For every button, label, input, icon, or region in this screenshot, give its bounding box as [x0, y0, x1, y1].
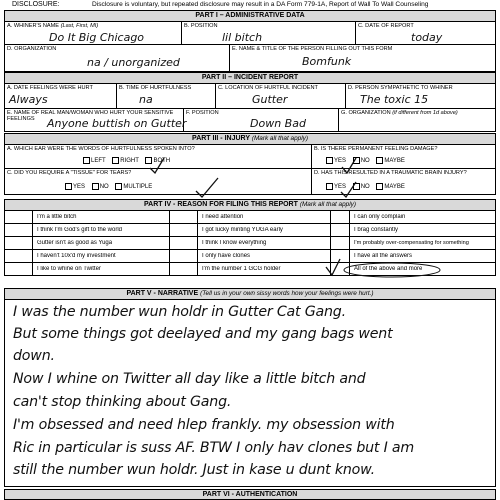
organization-label: D. ORGANIZATION: [7, 46, 57, 52]
brain-yes-checkbox[interactable]: [326, 183, 333, 190]
location-value: Gutter: [252, 93, 288, 106]
reason-item[interactable]: I'm the number 1 GCG holder: [170, 263, 330, 275]
real-person-label-2: FEELINGS: [7, 116, 35, 122]
field-form-filler[interactable]: [229, 44, 496, 72]
reason-item[interactable]: I only have clones: [170, 250, 330, 263]
reason-item[interactable]: All of the above and more: [331, 263, 495, 275]
question-tissue: [4, 168, 312, 195]
tissue-multiple-checkbox[interactable]: [115, 183, 122, 190]
reason-item[interactable]: Gutter isn't as good as Yuga: [5, 237, 169, 250]
reason-item[interactable]: I like to whine on Twitter: [5, 263, 169, 275]
narrative-line: Ric in particular is suss AF. BTW I only hav clones but I am: [13, 440, 415, 456]
form-filler-value: Bomfunk: [302, 55, 352, 68]
field-organization[interactable]: [4, 44, 230, 72]
part2-title: PART II – INCIDENT REPORT: [4, 72, 496, 84]
field-hurt-organization[interactable]: [338, 108, 496, 132]
reason-col-2: [170, 211, 331, 275]
field-real-person[interactable]: [4, 108, 187, 132]
disclosure-row: [0, 0, 500, 10]
hurt-position-value: Down Bad: [250, 117, 306, 130]
tissue-multiple-label: MULTIPLE: [123, 184, 153, 191]
tissue-question-label: C. DID YOU REQUIRE A "TISSUE" FOR TEARS?: [7, 170, 132, 176]
part5-title-hint: (Tell us in your own sissy words how your feelings were hurt.): [200, 290, 374, 297]
ear-question-label: A. WHICH EAR WERE THE WORDS OF HURTFULNESS SPOKEN INTO?: [7, 146, 195, 152]
reason-item[interactable]: I think I know everything: [170, 237, 330, 250]
field-position[interactable]: [181, 21, 356, 45]
field-location[interactable]: [215, 83, 346, 109]
reason-item[interactable]: I think I'm God's gift to the world: [5, 224, 169, 237]
brain-injury-label: D. HAS THIS RESULTED IN A TRAUMATIC BRAIN INJURY?: [314, 170, 467, 176]
narrative-line: still the number wun holdr. Just in kase u dunt know.: [13, 462, 375, 478]
question-brain-injury: [311, 168, 496, 195]
field-hurt-position[interactable]: [183, 108, 339, 132]
damage-maybe-checkbox[interactable]: [376, 157, 383, 164]
whiner-name-value: Do It Big Chicago: [49, 31, 145, 44]
field-time-hurt[interactable]: [116, 83, 216, 109]
damage-yes-label: YES: [334, 158, 347, 165]
part6-title: PART VI - AUTHENTICATION: [4, 489, 496, 500]
narrative-line: I was the number wun holdr in Gutter Cat Gang.: [13, 304, 346, 320]
brain-maybe-label: MAYBE: [384, 184, 405, 191]
brain-maybe-checkbox[interactable]: [376, 183, 383, 190]
location-label: C. LOCATION OF HURTFUL INCIDENT: [218, 85, 318, 91]
brain-yes-label: YES: [334, 184, 347, 191]
ear-right-checkbox[interactable]: [112, 157, 119, 164]
narrative-line: can't stop thinking about Gang.: [13, 394, 232, 410]
date-of-report-label: C. DATE OF REPORT: [358, 23, 414, 29]
narrative-line: But some things got deelayed and my gang bags went: [13, 326, 393, 342]
ear-right-label: RIGHT: [120, 158, 139, 165]
ear-both-checkbox[interactable]: [145, 157, 152, 164]
narrative-line: I'm obsessed and need hlep frankly. my obsession with: [13, 417, 395, 433]
question-ear: [4, 144, 312, 169]
date-hurt-label: A. DATE FEELINGS WERE HURT: [7, 85, 93, 91]
narrative-line: Now I whine on Twitter all day like a little bitch and: [13, 371, 366, 387]
hurt-organization-label: G. ORGANIZATION: [341, 110, 391, 116]
ear-both-label: BOTH: [153, 158, 171, 165]
real-person-label-1: E. NAME OF REAL MAN/WOMAN WHO HURT YOUR SENSITIVE: [7, 110, 174, 116]
tissue-no-checkbox[interactable]: [92, 183, 99, 190]
damage-maybe-label: MAYBE: [384, 158, 405, 165]
whiner-name-hint: (Last, First, MI): [60, 23, 99, 29]
date-hurt-value: Always: [9, 93, 48, 106]
part4-title-text: PART IV - REASON FOR FILING THIS REPORT: [144, 201, 298, 208]
ear-left-label: LEFT: [91, 158, 106, 165]
narrative-box[interactable]: [4, 299, 496, 487]
damage-no-label: NO: [360, 158, 370, 165]
reason-item[interactable]: I haven't 10x'd my investment: [5, 250, 169, 263]
time-hurt-value: na: [139, 93, 153, 106]
question-feeling-damage: [311, 144, 496, 169]
narrative-line: down.: [13, 348, 55, 364]
sympathetic-person-value: The toxic 15: [360, 93, 429, 106]
tissue-yes-checkbox[interactable]: [65, 183, 72, 190]
whiner-name-label: A. WHINER'S NAME: [7, 23, 60, 29]
hurt-organization-hint: (if different from 1d above): [392, 110, 458, 116]
part1-title: PART I – ADMINISTRATIVE DATA: [4, 10, 496, 22]
field-sympathetic-person[interactable]: [345, 83, 496, 109]
reason-grid: [4, 210, 496, 276]
field-date-hurt[interactable]: [4, 83, 117, 109]
reason-col-1: [5, 211, 170, 275]
time-hurt-label: B. TIME OF HURTFULNESS: [119, 85, 192, 91]
reason-col-3: [331, 211, 495, 275]
reason-item[interactable]: I'm a little bitch: [5, 211, 169, 224]
field-whiner-name[interactable]: [4, 21, 182, 45]
part5-title-text: PART V - NARRATIVE: [126, 290, 199, 297]
reason-item[interactable]: I need attention: [170, 211, 330, 224]
reason-item[interactable]: I got lucky minting YUGA early: [170, 224, 330, 237]
part3-title-hint: (Mark all that apply): [251, 135, 308, 142]
position-label: B. POSITION: [184, 23, 218, 29]
damage-no-checkbox[interactable]: [353, 157, 360, 164]
brain-no-label: NO: [360, 184, 370, 191]
real-person-value: Anyone buttish on Gutter: [47, 117, 187, 130]
part3-title-text: PART III - INJURY: [192, 135, 250, 142]
tissue-no-label: NO: [99, 184, 109, 191]
form-filler-label: E. NAME & TITLE OF THE PERSON FILLING OUT THIS FORM: [232, 46, 393, 52]
field-date-of-report[interactable]: [355, 21, 496, 45]
feeling-damage-label: B. IS THERE PERMANENT FEELING DAMAGE?: [314, 146, 438, 152]
disclosure-text: Disclosure is voluntary, but repeated disclosure may result in a DA Form 779-1A, Report of Wall To Wall Counseling: [92, 1, 429, 8]
reason-item[interactable]: I brag constantly: [331, 224, 495, 237]
damage-yes-checkbox[interactable]: [326, 157, 333, 164]
ear-left-checkbox[interactable]: [83, 157, 90, 164]
part4-title-hint: (Mark all that apply): [299, 201, 356, 208]
brain-no-checkbox[interactable]: [353, 183, 360, 190]
sympathetic-person-label: D. PERSON SYMPATHETIC TO WHINER: [348, 85, 453, 91]
position-value: lil bitch: [222, 31, 263, 44]
reason-item[interactable]: I can only complain: [331, 211, 495, 224]
reason-item[interactable]: I'm probably over-compensating for something: [331, 237, 495, 250]
reason-item[interactable]: I have all the answers: [331, 250, 495, 263]
organization-value: na / unorganized: [87, 56, 180, 69]
disclosure-label: DISCLOSURE:: [12, 1, 60, 8]
date-of-report-value: today: [411, 31, 443, 44]
hurt-position-label: F. POSITION: [186, 110, 219, 116]
tissue-yes-label: YES: [73, 184, 86, 191]
